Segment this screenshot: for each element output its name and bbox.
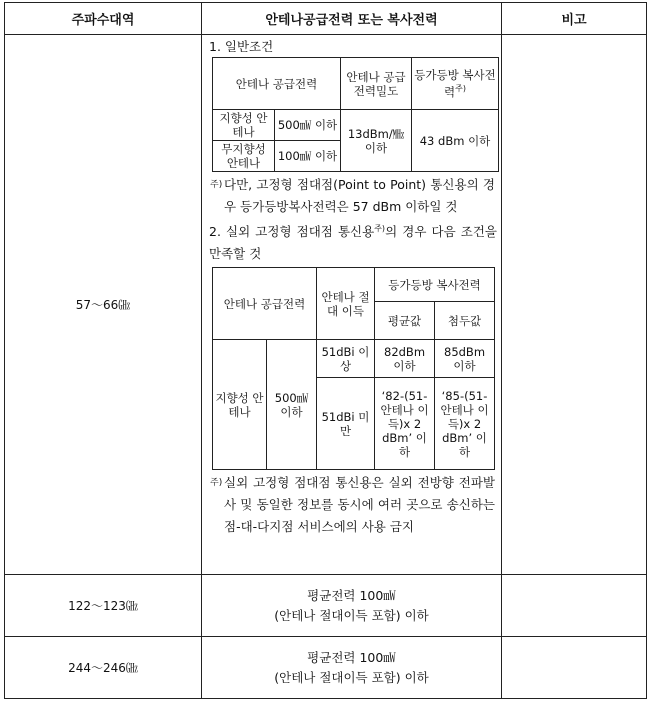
t1-omni-label: 무지향성 안테나 — [213, 141, 275, 172]
t2-gain-above: 51dBi 이상 — [317, 340, 375, 378]
t2-header-gain: 안테나 절대 이득 — [317, 268, 375, 340]
band-cell-122-123: 122～123㎓ — [5, 575, 202, 637]
t2-header-eirp: 등가등방 복사전력 — [375, 268, 495, 302]
t2-gain-below: 51dBi 미만 — [317, 378, 375, 470]
band-cell-57-66: 57～66㎓ — [5, 35, 202, 575]
band-cell-244-246: 244～246㎓ — [5, 637, 202, 699]
t2-header-peak: 첨두값 — [435, 302, 495, 340]
row2-line-1: 평균전력 100㎽ — [307, 587, 396, 603]
note-cell-57-66 — [502, 35, 647, 575]
general-conditions-table — [212, 57, 499, 172]
footnote-2-mark: 주) — [210, 478, 223, 489]
t1-eirp-value: 43 dBm 이하 — [412, 110, 499, 172]
t1-footnote-mark: 주) — [455, 84, 466, 94]
t2-header-average: 평균값 — [375, 302, 435, 340]
footnote-2-text: 실외 고정형 점대점 통신용은 실외 전방향 전파발사 및 동일한 정보를 동시에 여러 곳으로 송신하는 점-대-다지점 서비스에의 사용 금지 — [224, 475, 495, 535]
t2-average-above: 82dBm 이하 — [375, 340, 435, 378]
header-band: 주파수대역 — [5, 3, 202, 35]
t1-directional-label: 지향성 안테나 — [213, 110, 275, 141]
header-note: 비고 — [502, 3, 647, 35]
section-1-title: 1. 일반조건 — [209, 39, 274, 54]
regulation-table — [4, 2, 647, 699]
note-cell-244-246 — [502, 637, 647, 699]
t2-directional-label: 지향성 안테나 — [213, 340, 267, 470]
t2-directional-power: 500㎽ 이하 — [267, 340, 317, 470]
t2-header-power: 안테나 공급전력 — [213, 268, 317, 340]
power-cell-122-123 — [202, 575, 502, 637]
footnote-1-text: 다만, 고정형 점대점(Point to Point) 통신용의 경우 등가등방복사전력은 57 dBm 이하일 것 — [224, 177, 495, 214]
section-2-title: 2. 실외 고정형 점대점 통신용$^{주)}$의 경우 다음 조건을 만족할 것 — [209, 224, 497, 262]
table-row-122-123 — [5, 575, 647, 637]
t1-header-density: 안테나 공급 전력밀도 — [341, 58, 412, 110]
t2-peak-below: ‘85-(51-안테나 이득)x 2 dBm’ 이하 — [435, 378, 495, 470]
footnote-2 — [202, 472, 501, 538]
table-row-57-66 — [5, 35, 647, 575]
t1-header-eirp: 등가등방 복사전력$^{주)}$ — [412, 58, 499, 110]
power-cell-57-66 — [202, 35, 502, 575]
outdoor-p2p-table — [212, 267, 495, 470]
power-cell-244-246 — [202, 637, 502, 699]
header-row — [5, 3, 647, 35]
t2-peak-above: 85dBm 이하 — [435, 340, 495, 378]
row3-line-2: (안테나 절대이득 포함) 이하 — [274, 669, 429, 685]
footnote-1 — [202, 174, 501, 218]
footnote-1-mark: 주) — [210, 180, 223, 190]
header-power: 안테나공급전력 또는 복사전력 — [202, 3, 502, 35]
row2-line-2: (안테나 절대이득 포함) 이하 — [274, 607, 429, 623]
t1-header-power: 안테나 공급전력 — [213, 58, 341, 110]
t1-omni-power: 100㎽ 이하 — [275, 141, 341, 172]
note-cell-122-123 — [502, 575, 647, 637]
t1-density-value: 13dBm/㎒ 이하 — [341, 110, 412, 172]
t1-directional-power: 500㎽ 이하 — [275, 110, 341, 141]
table-row-244-246 — [5, 637, 647, 699]
row3-line-1: 평균전력 100㎽ — [307, 649, 396, 665]
t2-average-below: ‘82-(51-안테나 이득)x 2 dBm’ 이하 — [375, 378, 435, 470]
